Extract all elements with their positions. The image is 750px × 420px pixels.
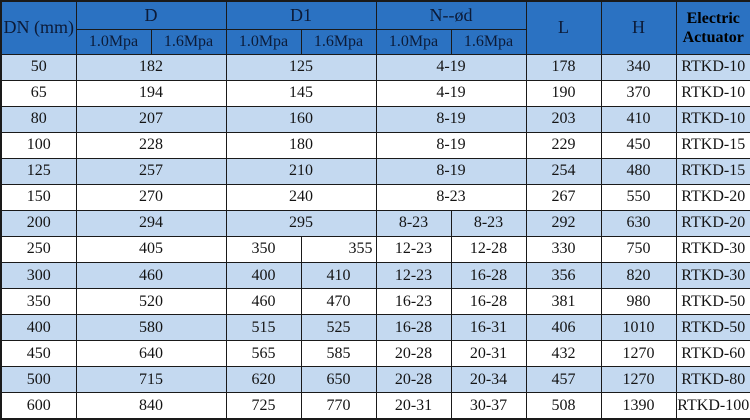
cell-dn: 200: [1, 210, 76, 236]
cell-h: 820: [601, 263, 676, 289]
cell-l: 356: [526, 263, 601, 289]
table-row-dn400: [1, 315, 750, 341]
cell-dn: 50: [1, 54, 76, 80]
table-row-dn100: [1, 132, 750, 158]
cell-d1: 160: [226, 106, 376, 132]
cell-n: 8-19: [376, 106, 526, 132]
cell-h: 480: [601, 158, 676, 184]
cell-l: 203: [526, 106, 601, 132]
cell-d: 207: [76, 106, 226, 132]
cell-d1: 295: [226, 210, 376, 236]
cell-n-16mpa: 16-28: [451, 263, 526, 289]
cell-d1-16mpa: 585: [301, 341, 376, 367]
cell-l: 267: [526, 184, 601, 210]
cell-h: 450: [601, 132, 676, 158]
table-row-dn250: [1, 236, 750, 262]
cell-dn: 600: [1, 393, 76, 419]
cell-actuator: RTKD-100: [676, 393, 750, 419]
cell-d: 840: [76, 393, 226, 419]
table-row-dn200: [1, 210, 750, 236]
cell-actuator: RTKD-50: [676, 315, 750, 341]
table-row-dn350: [1, 289, 750, 315]
cell-actuator: RTKD-20: [676, 210, 750, 236]
cell-h: 410: [601, 106, 676, 132]
cell-actuator: RTKD-20: [676, 184, 750, 210]
cell-dn: 300: [1, 263, 76, 289]
cell-d1-16mpa: 410: [301, 263, 376, 289]
table-row-dn300: [1, 263, 750, 289]
cell-l: 406: [526, 315, 601, 341]
cell-actuator: RTKD-80: [676, 367, 750, 393]
cell-n-16mpa: 20-31: [451, 341, 526, 367]
cell-d: 270: [76, 184, 226, 210]
cell-dn: 450: [1, 341, 76, 367]
cell-h: 1010: [601, 315, 676, 341]
cell-dn: 250: [1, 236, 76, 262]
cell-l: 292: [526, 210, 601, 236]
cell-n: 8-19: [376, 132, 526, 158]
table-row-dn65: [1, 80, 750, 106]
cell-d: 460: [76, 263, 226, 289]
cell-l: 229: [526, 132, 601, 158]
header-d1-16mpa: 1.6Mpa: [301, 29, 376, 54]
cell-dn: 350: [1, 289, 76, 315]
cell-n-10mpa: 12-23: [376, 263, 451, 289]
header-d1: D1: [226, 1, 376, 29]
cell-n-10mpa: 20-28: [376, 367, 451, 393]
cell-h: 370: [601, 80, 676, 106]
cell-h: 1390: [601, 393, 676, 419]
cell-d1-10mpa: 515: [226, 315, 301, 341]
cell-actuator: RTKD-30: [676, 263, 750, 289]
cell-l: 432: [526, 341, 601, 367]
cell-d1: 240: [226, 184, 376, 210]
cell-d1-10mpa: 565: [226, 341, 301, 367]
cell-l: 508: [526, 393, 601, 419]
header-row-groups: [1, 1, 750, 29]
table-row-dn150: [1, 184, 750, 210]
cell-d1-16mpa: 355: [301, 236, 376, 262]
header-n-16mpa: 1.6Mpa: [451, 29, 526, 54]
cell-n-16mpa: 16-28: [451, 289, 526, 315]
cell-d1-10mpa: 460: [226, 289, 301, 315]
cell-d1: 145: [226, 80, 376, 106]
table-body: [1, 54, 750, 419]
cell-actuator: RTKD-15: [676, 132, 750, 158]
cell-actuator: RTKD-10: [676, 54, 750, 80]
cell-d: 580: [76, 315, 226, 341]
cell-n-10mpa: 20-31: [376, 393, 451, 419]
header-n: N--ød: [376, 1, 526, 29]
cell-dn: 125: [1, 158, 76, 184]
cell-d: 520: [76, 289, 226, 315]
cell-actuator: RTKD-60: [676, 341, 750, 367]
cell-n: 8-19: [376, 158, 526, 184]
header-actuator-line2: Actuator: [682, 28, 744, 46]
cell-l: 381: [526, 289, 601, 315]
cell-d: 405: [76, 236, 226, 262]
cell-actuator: RTKD-10: [676, 106, 750, 132]
table-row-dn600: [1, 393, 750, 419]
cell-n: 4-19: [376, 80, 526, 106]
cell-dn: 80: [1, 106, 76, 132]
cell-n-10mpa: 8-23: [376, 210, 451, 236]
cell-d1-10mpa: 620: [226, 367, 301, 393]
header-h: H: [601, 1, 676, 54]
header-n-10mpa: 1.0Mpa: [376, 29, 451, 54]
cell-l: 254: [526, 158, 601, 184]
cell-d: 194: [76, 80, 226, 106]
cell-dn: 100: [1, 132, 76, 158]
cell-d1-10mpa: 400: [226, 263, 301, 289]
cell-dn: 150: [1, 184, 76, 210]
cell-d: 228: [76, 132, 226, 158]
cell-l: 457: [526, 367, 601, 393]
table-header: [1, 1, 750, 54]
cell-d: 257: [76, 158, 226, 184]
cell-l: 330: [526, 236, 601, 262]
cell-actuator: RTKD-15: [676, 158, 750, 184]
cell-d: 294: [76, 210, 226, 236]
cell-n-16mpa: 20-34: [451, 367, 526, 393]
cell-h: 980: [601, 289, 676, 315]
cell-dn: 500: [1, 367, 76, 393]
cell-actuator: RTKD-50: [676, 289, 750, 315]
cell-actuator: RTKD-30: [676, 236, 750, 262]
cell-l: 178: [526, 54, 601, 80]
table-row-dn125: [1, 158, 750, 184]
table-row-dn80: [1, 106, 750, 132]
cell-d1-16mpa: 650: [301, 367, 376, 393]
cell-h: 550: [601, 184, 676, 210]
cell-d1-16mpa: 470: [301, 289, 376, 315]
cell-n-10mpa: 12-23: [376, 236, 451, 262]
cell-h: 630: [601, 210, 676, 236]
header-d-16mpa: 1.6Mpa: [151, 29, 226, 54]
header-d: D: [76, 1, 226, 29]
cell-d: 182: [76, 54, 226, 80]
cell-n: 4-19: [376, 54, 526, 80]
cell-h: 1270: [601, 367, 676, 393]
cell-d1: 125: [226, 54, 376, 80]
cell-d1: 180: [226, 132, 376, 158]
cell-n-10mpa: 16-23: [376, 289, 451, 315]
header-actuator-line1: Electric: [686, 9, 740, 27]
cell-d1: 210: [226, 158, 376, 184]
cell-d1-16mpa: 770: [301, 393, 376, 419]
table-row-dn450: [1, 341, 750, 367]
cell-l: 190: [526, 80, 601, 106]
table-row-dn50: [1, 54, 750, 80]
cell-n-16mpa: 12-28: [451, 236, 526, 262]
cell-n-16mpa: 8-23: [451, 210, 526, 236]
header-actuator: [676, 1, 750, 54]
table-row-dn500: [1, 367, 750, 393]
cell-d1-10mpa: 725: [226, 393, 301, 419]
header-dn: DN (mm): [1, 1, 76, 54]
header-d1-10mpa: 1.0Mpa: [226, 29, 301, 54]
header-l: L: [526, 1, 601, 54]
cell-h: 340: [601, 54, 676, 80]
cell-dn: 65: [1, 80, 76, 106]
cell-n-16mpa: 16-31: [451, 315, 526, 341]
cell-n: 8-23: [376, 184, 526, 210]
cell-d: 715: [76, 367, 226, 393]
cell-actuator: RTKD-10: [676, 80, 750, 106]
cell-d1-16mpa: 525: [301, 315, 376, 341]
cell-d1-10mpa: 350: [226, 236, 301, 262]
cell-n-16mpa: 30-37: [451, 393, 526, 419]
cell-n-10mpa: 20-28: [376, 341, 451, 367]
header-d-10mpa: 1.0Mpa: [76, 29, 151, 54]
cell-dn: 400: [1, 315, 76, 341]
cell-n-10mpa: 16-28: [376, 315, 451, 341]
cell-d: 640: [76, 341, 226, 367]
cell-h: 750: [601, 236, 676, 262]
cell-h: 1270: [601, 341, 676, 367]
